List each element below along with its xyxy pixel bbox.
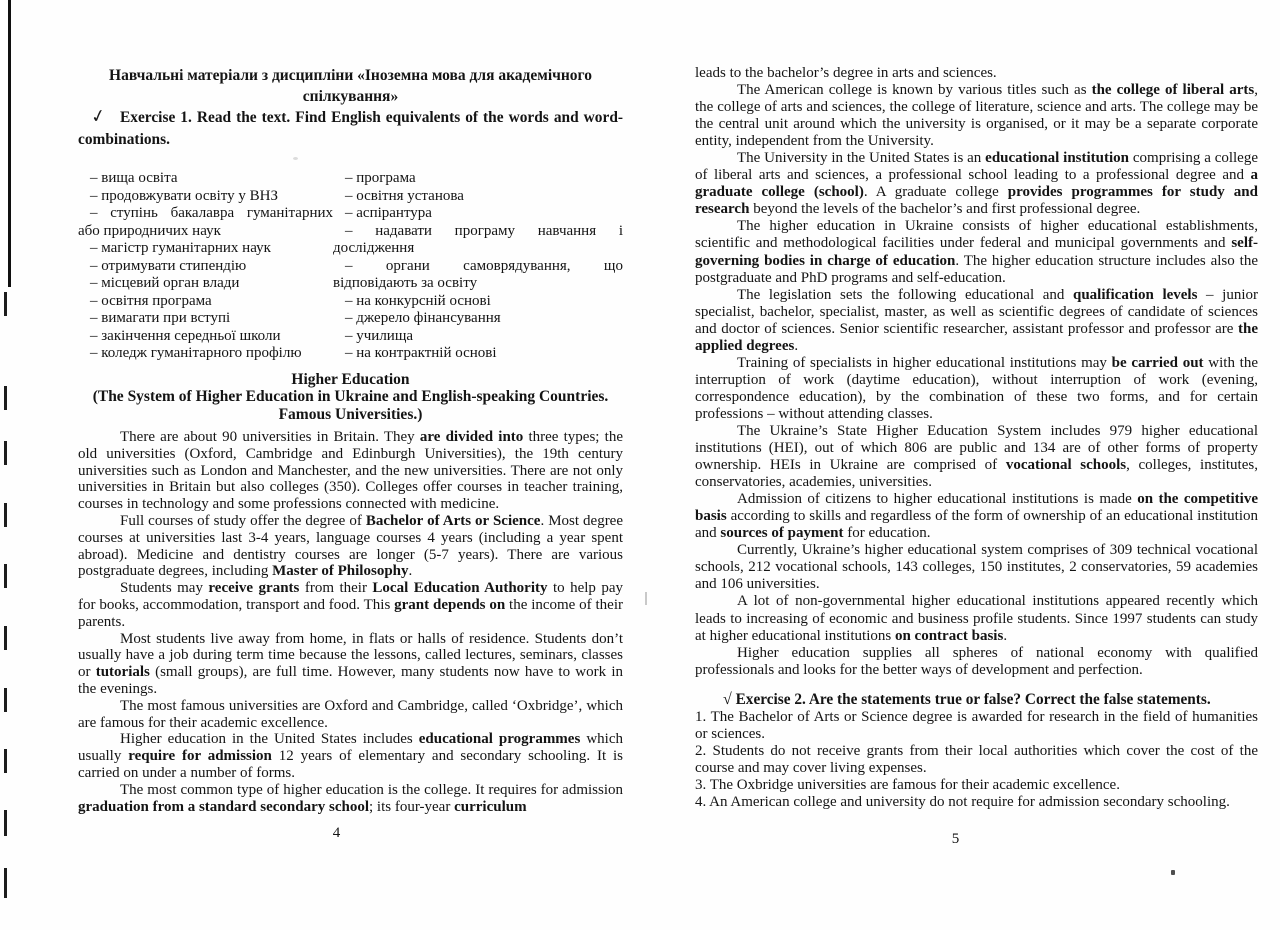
bold-term: sources of payment	[720, 525, 844, 542]
text-run: (small groups), are full time. However, many students now have to work in the evenings.	[78, 664, 623, 697]
vocab-item	[78, 293, 333, 311]
bold-term: require for admission	[128, 748, 272, 765]
vocab-line: дослідження	[333, 240, 415, 256]
vocab-line: – органи самоврядування, що	[345, 257, 623, 274]
vocab-item	[333, 223, 623, 258]
vocab-line: – аспірантура	[345, 205, 432, 221]
vocab-line: – закінчення середньої школи	[90, 327, 281, 344]
bold-term: self-governing bodies in charge of education	[695, 235, 1258, 269]
scan-speck	[1171, 870, 1175, 875]
title-line: (The System of Higher Education in Ukraine and English-speaking Countries.	[92, 388, 609, 405]
paragraph	[695, 743, 1258, 777]
text-run: The Ukraine’s State Higher Education System includes 979 higher educational institutions (HEI), out of which 806 are public and 134 are of other forms of property ownership. HEIs in Ukraine are comprised of	[695, 422, 1258, 474]
title-line: Higher Education	[291, 370, 410, 388]
paragraph	[695, 542, 1258, 593]
paragraph	[695, 287, 1258, 355]
bold-term: qualification levels	[1073, 286, 1198, 303]
vocab-item	[78, 258, 333, 276]
text-run: Admission of citizens to higher educational institutions is made	[737, 491, 1138, 508]
exercise1-block	[78, 104, 623, 150]
text-run: 1. The Bachelor of Arts or Science degree is awarded for research in the field of humanities or sciences.	[695, 709, 1258, 743]
title-line: Famous Universities.)	[278, 405, 423, 423]
bold-term: graduation from a standard secondary school	[78, 798, 369, 815]
scan-edge-dash	[4, 626, 7, 650]
text-run: 12 years of elementary and secondary schooling. It is carried on under a number of forms.	[78, 748, 624, 781]
paragraph	[695, 645, 1258, 679]
bold-term: educational programmes	[418, 731, 581, 748]
exercise2-statements	[695, 709, 1258, 811]
text-run: Higher education supplies all spheres of national economy with qualified professionals and looks for the better ways of development and perfection.	[695, 644, 1258, 678]
text-run: Most students live away from home, in flats or halls of residence. Students don’t usually have a job during term time because the lessons, called lectures, seminars, classes or	[78, 630, 623, 681]
vocab-item	[78, 240, 333, 258]
exercise2-block	[695, 691, 1258, 812]
text-run: Higher education in the United States includes	[120, 731, 419, 748]
vocabulary-list	[78, 170, 623, 363]
paragraph	[78, 782, 623, 816]
paragraph	[695, 777, 1258, 794]
text-run: The most famous universities are Oxford and Cambridge, called ‘Oxbridge’, which are famous for their academic excellence.	[78, 697, 623, 731]
exercise2-title-text: Exercise 2. Are the statements true or false? Correct the false statements.	[735, 690, 1211, 708]
text-run: . A graduate college	[863, 184, 1008, 201]
scan-edge-dash	[4, 292, 7, 316]
paragraph	[695, 355, 1258, 423]
vocab-item	[333, 205, 623, 223]
text-run: 3. The Oxbridge universities are famous for their academic excellence.	[695, 777, 1120, 794]
paragraph	[695, 150, 1258, 218]
paragraph	[695, 423, 1258, 491]
vocab-line: – отримувати стипендію	[90, 257, 247, 274]
bold-term: are divided into	[419, 429, 524, 445]
bold-term: the college of liberal arts	[1091, 82, 1255, 99]
text-run: There are about 90 universities in Britain. They	[120, 429, 420, 445]
vocab-line: – надавати програму навчання і	[345, 222, 623, 239]
bold-term: Bachelor of Arts or Science	[365, 512, 541, 529]
text-run: The higher education in Ukraine consists of higher educational establishments, scientific and methodological facilities under federal and municipal governments and	[695, 218, 1258, 252]
text-run: 2. Students do not receive grants from their local authorities which cover the cost of the course and may cover living expenses.	[695, 743, 1258, 777]
paragraph	[78, 698, 623, 732]
text-run: The most common type of higher education is the college. It requires for admission	[120, 781, 623, 798]
vocab-item	[333, 345, 623, 363]
text-run: , the college of arts and sciences, the college of literature, science and arts. The college may be the central unit around which the university is organised, or it may be a separate corporate entity, independent from the University.	[695, 82, 1258, 150]
scan-edge-dash	[4, 688, 7, 712]
vocab-line: або природничих наук	[78, 222, 221, 239]
text-run: The legislation sets the following educational and	[737, 286, 1073, 303]
page-left	[78, 66, 623, 842]
vocab-line: – місцевий орган влади	[90, 275, 240, 291]
text-run: the income of their parents.	[78, 596, 624, 630]
bold-term: a graduate college (school)	[695, 167, 1258, 201]
vocab-item	[333, 310, 623, 328]
text-run: .	[794, 337, 799, 354]
text-run: Training of specialists in higher educational institutions may	[737, 354, 1112, 371]
bold-term: tutorials	[95, 664, 150, 681]
vocab-item	[78, 310, 333, 328]
reading-title	[78, 371, 623, 424]
paragraph	[695, 82, 1258, 150]
scan-edge-dash	[4, 749, 7, 773]
scan-edge-dash	[4, 564, 7, 588]
bold-term: Local Education Authority	[372, 580, 548, 597]
bold-term: on the competitive basis	[695, 491, 1258, 525]
text-run: Currently, Ukraine’s higher educational system comprises of 309 technical vocational schools, 212 vocational schools, 143 colleges, 150 institutes, 2 conservatories, 59 academies and 106 universities.	[695, 542, 1258, 593]
vocab-line: – освітня установа	[345, 187, 464, 204]
scan-edge-dash	[4, 386, 7, 410]
text-run: , colleges, institutes, conservatories, academies, universities.	[695, 457, 1258, 491]
text-run: to help pay for books, accommodation, transport and food. This	[78, 580, 624, 613]
vocab-item	[78, 205, 333, 240]
text-run: .	[1003, 627, 1008, 644]
text-run: Full courses of study offer the degree of	[120, 512, 366, 529]
bold-term: the applied degrees	[695, 320, 1258, 354]
bold-term: curriculum	[454, 798, 527, 815]
text-run: from their	[299, 580, 373, 597]
text-run: .	[408, 563, 413, 580]
vocab-item	[78, 345, 333, 363]
text-run: which usually	[78, 731, 623, 765]
text-run: with the interruption of work (daytime education), without interruption of work (evening, correspondence education), by the combination of these two forms, and for certain professions – without attending classes.	[695, 354, 1258, 422]
vocab-line: – коледж гуманітарного профілю	[90, 345, 302, 361]
bold-term: provides programmes for study and research	[695, 184, 1258, 218]
exercise1-title: Exercise 1. Read the text. Find English equivalents of the words and word-combinations.	[78, 109, 623, 148]
vocab-line: – продовжувати освіту у ВНЗ	[90, 187, 278, 204]
text-run: Students may	[120, 580, 209, 597]
paragraph	[695, 65, 1258, 82]
handwritten-checkmark-icon: ✓	[88, 104, 108, 128]
text-run: 4. An American college and university do not require for admission secondary schooling.	[695, 794, 1230, 811]
bold-term: Master of Philosophy	[272, 563, 409, 580]
paragraph	[78, 631, 623, 698]
vocab-line: – програма	[345, 170, 416, 186]
bold-term: educational institution	[985, 150, 1130, 167]
handwritten-checkmark-icon: √	[723, 690, 732, 708]
vocab-line: – на контрактній основі	[345, 345, 497, 361]
bold-term: receive grants	[208, 580, 300, 597]
scan-gutter-mark	[645, 592, 647, 605]
scan-edge-dash	[4, 810, 7, 836]
vocab-item	[333, 328, 623, 346]
text-run: A lot of non-governmental higher educational institutions appeared recently which leads to increasing of economic and business profile students. Since 1997 students can study at higher educational institutions	[695, 593, 1258, 644]
vocab-item	[78, 328, 333, 346]
vocab-line: – вища освіта	[90, 170, 178, 186]
paragraph	[695, 218, 1258, 286]
reading-text-right	[695, 65, 1258, 679]
vocab-item	[78, 188, 333, 206]
text-run: leads to the bachelor’s degree in arts and sciences.	[695, 65, 997, 81]
vocab-item	[333, 258, 623, 293]
scan-edge-dash	[4, 868, 7, 898]
paragraph	[78, 731, 623, 781]
course-header: Навчальні матеріали з дисципліни «Іноземна мова для академічного спілкування»	[109, 67, 592, 105]
text-run: comprising a college of liberal arts and sciences, a professional school leading to a professional degree and	[695, 150, 1258, 184]
vocab-line: – ступінь бакалавра гуманітарних	[90, 205, 333, 221]
text-run: – junior specialist, bachelor, specialist, master, as well as scientific degrees of candidate of sciences and doctor of sciences. Senior scientific researcher, assistant professor and professor are	[695, 286, 1258, 337]
paragraph	[78, 429, 623, 513]
paragraph	[695, 709, 1258, 743]
bold-term: grant depends on	[394, 596, 506, 613]
exercise2-title	[695, 691, 1258, 709]
paragraph	[695, 593, 1258, 644]
text-run: for education.	[843, 525, 931, 542]
bold-term: be carried out	[1111, 354, 1204, 371]
scan-edge-dash	[4, 503, 7, 527]
vocab-item	[78, 275, 333, 293]
vocab-line: – на конкурсній основі	[345, 292, 491, 309]
page-right	[695, 65, 1258, 848]
bold-term: on contract basis	[894, 627, 1004, 644]
text-run: beyond the levels of the bachelor’s and first professional degree.	[749, 201, 1141, 218]
bold-term: vocational schools	[1005, 457, 1127, 474]
vocab-line: – вимагати при вступі	[90, 310, 231, 326]
vocab-item	[333, 188, 623, 206]
vocab-line: – джерело фінансування	[345, 310, 501, 326]
vocab-line: – училища	[345, 327, 414, 344]
reading-text-left	[78, 429, 623, 815]
vocab-item	[78, 170, 333, 188]
vocab-item	[333, 293, 623, 311]
page-number-left: 4	[332, 825, 341, 842]
vocabulary-column-left	[78, 170, 333, 363]
paragraph	[78, 513, 623, 580]
paragraph	[695, 794, 1258, 811]
page-number-right: 5	[951, 831, 960, 848]
text-run: according to skills and regardless of the form of ownership of an educational institution and	[695, 508, 1258, 542]
scan-edge-line	[8, 0, 11, 287]
text-run: three types; the old universities (Oxford, Cambridge and Edinburgh Universities), the 19th century universities such as London and Manchester, and the new universities. There are not only universities in Britain but also colleges (350). Colleges offer courses in teacher training, courses in technology and some professions connected with medicine.	[78, 429, 623, 513]
text-run: The American college is known by various titles such as	[737, 82, 1092, 99]
paragraph	[78, 580, 623, 630]
text-run: The University in the United States is an	[737, 150, 986, 167]
text-run: . The higher education structure includes also the postgraduate and PhD programs and self-education.	[695, 252, 1258, 286]
vocabulary-column-right	[333, 170, 623, 363]
vocab-line: – магістр гуманітарних наук	[90, 240, 271, 256]
vocab-line: – освітня програма	[90, 292, 212, 309]
text-run: ; its four-year	[369, 798, 455, 815]
scan-edge-dash	[4, 441, 7, 465]
paragraph	[695, 491, 1258, 542]
vocab-item	[333, 170, 623, 188]
vocab-line: відповідають за освіту	[333, 275, 478, 291]
text-run: . Most degree courses at universities last 3-4 years, language courses 4 years (including a year spent abroad). Medicine and dentistry courses are longer (5-7 years). There are various postgraduate degrees, including	[78, 512, 624, 580]
